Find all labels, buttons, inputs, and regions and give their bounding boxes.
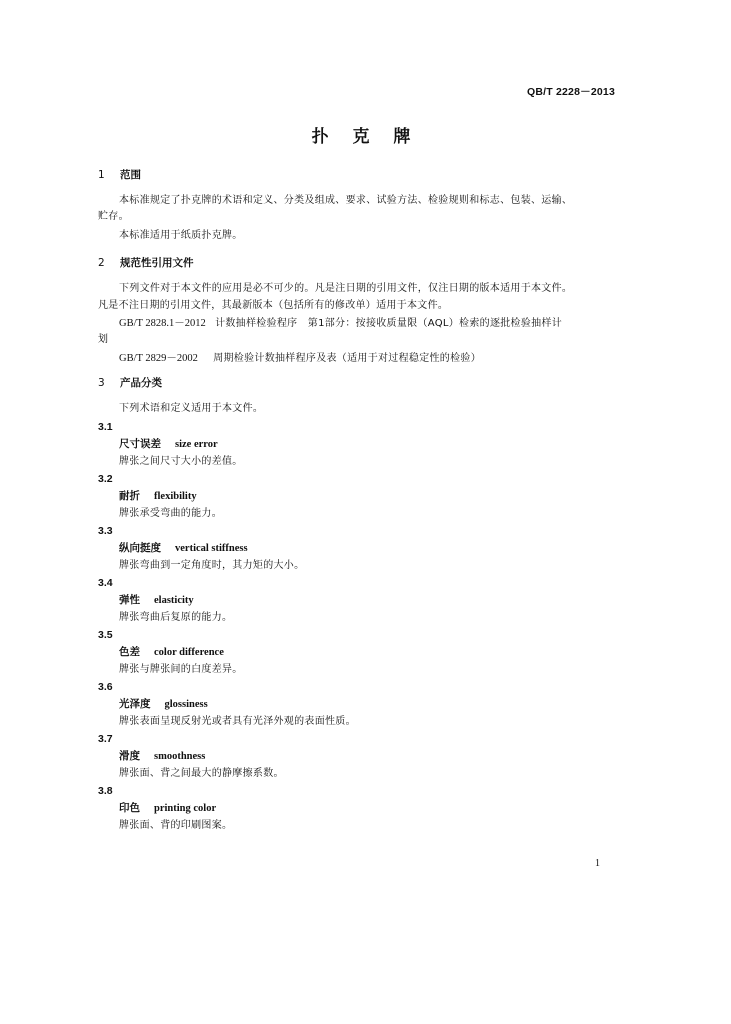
term-definition: 牌张与牌张间的白度差异。 (119, 664, 243, 675)
term-number: 3.8 (98, 785, 113, 797)
section-number: 3 (98, 377, 105, 389)
reference-title: 计数抽样检验程序 第1部分：按接收质量限（AQL）检索的逐批检验抽样计 (215, 318, 563, 329)
term-chinese: 印色 (119, 802, 140, 814)
section-number: 2 (98, 257, 105, 269)
term-chinese: 纵向挺度 (119, 542, 161, 554)
section-1-paragraph-1: 本标准规定了扑克牌的术语和定义、分类及组成、要求、试验方法、检验规则和标志、包装、运输、 (119, 195, 573, 206)
term-heading (119, 541, 248, 556)
reference-2 (119, 351, 481, 366)
term-definition: 牌张弯曲后复原的能力。 (119, 612, 233, 623)
term-english: glossiness (164, 699, 208, 710)
section-2-heading (98, 256, 194, 270)
term-heading (119, 749, 205, 764)
term-chinese: 色差 (119, 646, 140, 658)
term-english: size error (175, 439, 218, 450)
term-definition: 牌张弯曲到一定角度时，其力矩的大小。 (119, 560, 305, 571)
term-number: 3.7 (98, 733, 113, 745)
term-definition: 牌张之间尺寸大小的差值。 (119, 456, 243, 467)
term-english: elasticity (154, 595, 194, 606)
term-heading (119, 697, 208, 712)
term-heading (119, 645, 224, 660)
standard-code: QB/T 2228－2013 (526, 86, 615, 98)
term-english: color difference (154, 647, 224, 658)
term-english: flexibility (154, 491, 197, 502)
term-chinese: 弹性 (119, 594, 140, 606)
term-number: 3.1 (98, 421, 113, 433)
section-2-paragraph-1: 下列文件对于本文件的应用是必不可少的。凡是注日期的引用文件，仅注日期的版本适用于本文件。 (119, 283, 573, 294)
term-heading (119, 437, 218, 452)
section-title: 规范性引用文件 (120, 257, 194, 269)
term-definition: 牌张承受弯曲的能力。 (119, 508, 222, 519)
term-heading (119, 489, 197, 504)
reference-code: GB/T 2829－2002 (119, 353, 198, 364)
term-heading (119, 801, 216, 816)
term-number: 3.2 (98, 473, 113, 485)
term-chinese: 光泽度 (119, 698, 151, 710)
term-number: 3.3 (98, 525, 113, 537)
term-english: printing color (154, 803, 217, 814)
section-3-heading (98, 376, 162, 390)
section-3-intro: 下列术语和定义适用于本文件。 (119, 403, 264, 414)
term-definition: 牌张面、背的印刷图案。 (119, 820, 233, 831)
term-definition: 牌张面、背之间最大的静摩擦系数。 (119, 768, 284, 779)
term-chinese: 耐折 (119, 490, 140, 502)
section-1-paragraph-1-cont: 贮存。 (98, 211, 129, 222)
reference-code: GB/T 2828.1－2012 (119, 318, 206, 329)
reference-1 (119, 316, 562, 331)
page-number: 1 (595, 858, 600, 869)
term-chinese: 滑度 (119, 750, 140, 762)
section-title: 产品分类 (120, 377, 163, 389)
section-2-paragraph-1-cont: 凡是不注日期的引用文件，其最新版本（包括所有的修改单）适用于本文件。 (98, 300, 449, 311)
term-number: 3.6 (98, 681, 113, 693)
reference-title: 周期检验计数抽样程序及表（适用于对过程稳定性的检验） (213, 353, 482, 364)
term-number: 3.4 (98, 577, 113, 589)
term-definition: 牌张表面呈现反射光或者具有光泽外观的表面性质。 (119, 716, 356, 727)
term-english: smoothness (154, 751, 206, 762)
section-title: 范围 (120, 169, 142, 181)
section-1-paragraph-2: 本标准适用于纸质扑克牌。 (119, 230, 243, 241)
term-heading (119, 593, 194, 608)
reference-1-cont: 划 (98, 334, 109, 345)
term-number: 3.5 (98, 629, 113, 641)
document-title: 扑 克 牌 (311, 127, 420, 147)
section-1-heading (98, 168, 141, 182)
section-number: 1 (98, 169, 105, 181)
term-chinese: 尺寸误差 (119, 438, 161, 450)
term-english: vertical stiffness (175, 543, 248, 554)
